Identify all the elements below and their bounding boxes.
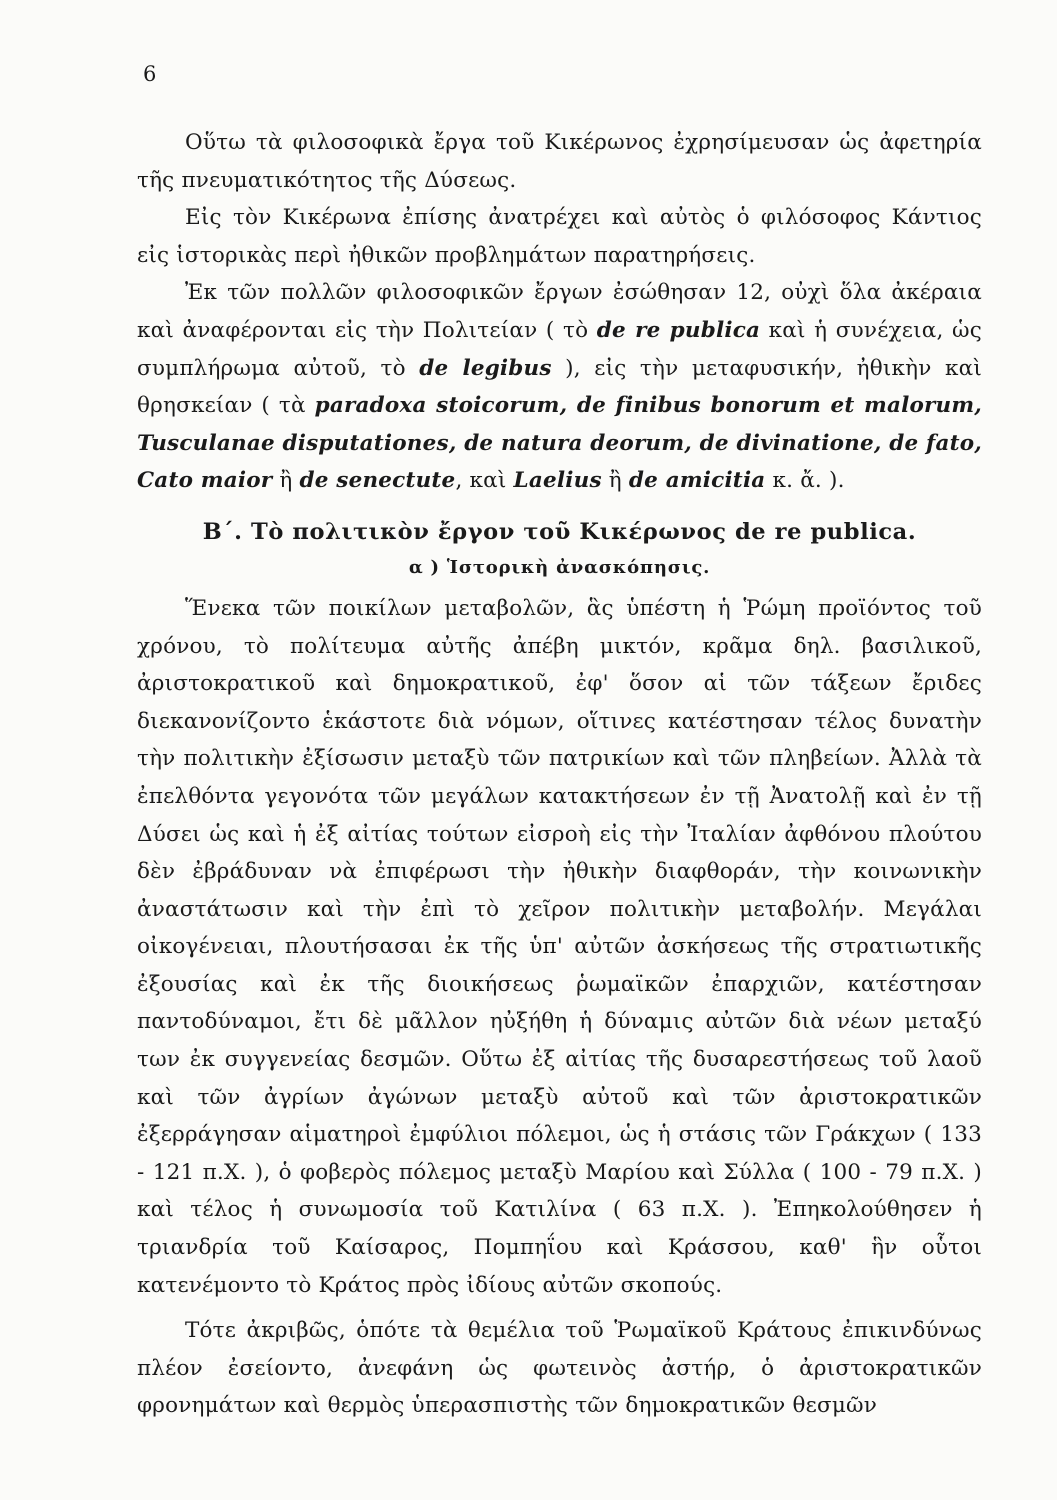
paragraph-4: Ἕνεκα τῶν ποικίλων μεταβολῶν, ἃς ὑπέστη ἡ Ῥώμη προϊόντος τοῦ χρόνου, τὸ πολίτευμα αὐτῆς ἀπέβη μικτόν, κρᾶμα δηλ. βασιλικοῦ, ἀριστοκρατικοῦ καὶ δημοκρατικοῦ, ἐφ' ὅσον αἱ τῶν τάξεων ἔριδες διεκανονίζοντο ἑκάστοτε διὰ νόμων, οἵτινες κατέστησαν τέλος δυνατὴν τὴν πολιτικὴν ἐξίσωσιν μεταξὺ τῶν πατρικίων καὶ τῶν πληβείων. Ἀλλὰ τὰ ἐπελθόντα γεγονότα τῶν μεγάλων κατακτήσεων ἐν τῇ Ἀνατολῇ καὶ ἐν τῇ Δύσει ὡς καὶ ἡ ἐξ αἰτίας τούτων εἰσροὴ εἰς τὴν Ἰταλίαν ἀφθόνου πλούτου δὲν ἐβράδυναν νὰ ἐπιφέρωσι τὴν ἠθικὴν διαφθοράν, τὴν κοινωνικὴν ἀναστάτωσιν καὶ τὴν ἐπὶ τὸ χεῖρον πολιτικὴν μεταβολήν. Μεγάλαι οἰκογένειαι, πλουτήσασαι ἐκ τῆς ὑπ' αὐτῶν ἀσκήσεως τῆς στρατιωτικῆς ἐξουσίας καὶ ἐκ τῆς διοικήσεως ῥωμαϊκῶν ἐπαρχιῶν, κατέστησαν παντοδύναμοι, ἔτι δὲ μᾶλλον ηὐξήθη ἡ δύναμις αὐτῶν διὰ νέων μεταξύ των ἐκ συγγενείας δεσμῶν. Οὕτω ἐξ αἰτίας τῆς δυσαρεστήσεως τοῦ λαοῦ καὶ τῶν ἀγρίων ἀγώνων μεταξὺ αὐτοῦ καὶ τῶν ἀριστοκρατικῶν ἐξερράγησαν αἱματηροὶ ἐμφύλιοι πόλεμοι, ὡς ἡ στάσις τῶν Γράκχων ( 133 - 121 π.Χ. ), ὁ φοβερὸς πόλεμος μεταξὺ Μαρίου καὶ Σύλλα ( 100 - 79 π.Χ. ) καὶ τέλος ἡ συνωμοσία τοῦ Κατιλίνα ( 63 π.Χ. ). Ἐπηκολούθησεν ἡ τριανδρία τοῦ Καίσαρος, Πομπηΐου καὶ Κράσσου, καθ' ἣν οὗτοι κατενέμοντο τὸ Κράτος πρὸς ἰδίους αὐτῶν σκοπούς. — [137, 595, 982, 1298]
paragraph-2: Εἰς τὸν Κικέρωνα ἐπίσης ἀνατρέχει καὶ αὐτὸς ὁ φιλόσοφος Κάντιος εἰς ἱστορικὰς περὶ ἠθικῶν προβλημάτων παρατηρήσεις. — [137, 205, 982, 268]
section-heading-greek: Β΄. Τὸ πολιτικὸν ἔργον τοῦ Κικέρωνος — [202, 518, 727, 545]
paragraph-3-text: καὶ ἡ συνέχεια, ὡς συμπλήρωμα αὐτοῦ, τὸ — [137, 317, 982, 381]
paragraph-3-text: κ. ἄ. ). — [765, 468, 845, 494]
latin-title: de amicitia — [628, 468, 766, 494]
latin-title: de senectute — [299, 468, 456, 494]
page-number: 6 — [143, 62, 157, 86]
paragraph-spacer — [137, 1304, 982, 1312]
paragraph-3-text: , καὶ — [455, 468, 514, 494]
latin-title: Laelius — [513, 468, 602, 494]
paragraph-3-text: ἢ — [272, 468, 300, 494]
section-heading-latin: de re publica. — [734, 518, 917, 545]
paragraph-5: Τότε ἀκριβῶς, ὁπότε τὰ θεμέλια τοῦ Ῥωμαϊκοῦ Κράτους ἐπικινδύνως πλέον ἐσείοντο, ἀνεφάνη ὡς φωτεινὸς ἀστήρ, ὁ ἀριστοκρατικῶν φρονημάτων καὶ θερμὸς ὑπερασπιστὴς τῶν δημοκρατικῶν θεσμῶν — [137, 1318, 982, 1419]
paragraph-1: Οὕτω τὰ φιλοσοφικὰ ἔργα τοῦ Κικέρωνος ἐχρησίμευσαν ὡς ἀφετηρία τῆς πνευματικότητος τῆς Δύσεως. — [137, 130, 982, 193]
paragraph-3-text: ἢ — [601, 468, 629, 494]
paragraph-3-text: ), εἰς τὴν μεταφυσικήν, ἠθικὴν καὶ θρησκείαν ( τὰ — [137, 355, 982, 419]
section-heading — [137, 514, 982, 550]
latin-title: de re publica — [596, 317, 761, 343]
body-text — [137, 124, 982, 1425]
paragraph-3 — [137, 274, 982, 500]
latin-title: de legibus — [419, 355, 552, 381]
subsection-heading: α ) Ἱστορικὴ ἀνασκόπησις. — [408, 556, 711, 578]
paragraph-3-text: Ἐκ τῶν πολλῶν φιλοσοφικῶν ἔργων ἐσώθησαν 12, οὐχὶ ὅλα ἀκέραια καὶ ἀναφέρονται εἰς τὴν Πολιτείαν ( τὸ — [137, 280, 982, 343]
latin-title: paradoxa stoicorum, de finibus bonorum et malorum, Tusculanae disputationes, de natura deorum, de divinatione, de fato, Cato maior — [137, 393, 982, 494]
